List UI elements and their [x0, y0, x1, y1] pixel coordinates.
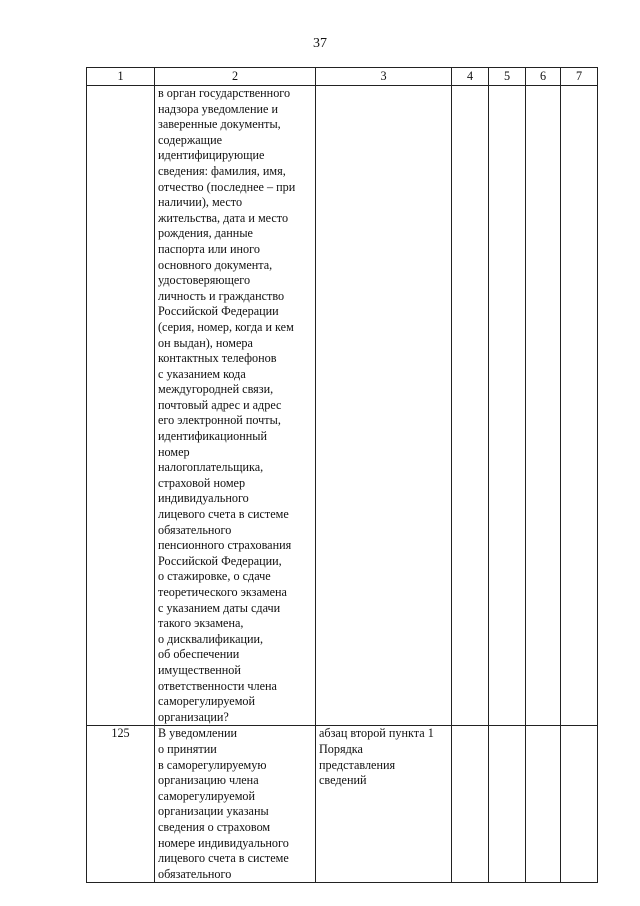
page-number: 37 — [313, 36, 327, 51]
answer-cell-4 — [452, 726, 489, 883]
row-number-cell: 125 — [87, 726, 155, 883]
row-number-cell — [87, 86, 155, 726]
table-header-row — [87, 68, 598, 86]
table-row — [87, 86, 598, 726]
answer-cell-7 — [561, 726, 598, 883]
checklist-table — [86, 67, 598, 883]
answer-cell-5 — [489, 86, 526, 726]
table-row — [87, 726, 598, 883]
answer-cell-7 — [561, 86, 598, 726]
answer-cell-6 — [526, 726, 561, 883]
answer-cell-6 — [526, 86, 561, 726]
header-col-3: 3 — [316, 68, 452, 86]
header-col-4: 4 — [452, 68, 489, 86]
reference-text: абзац второй пункта 1 Порядка представления сведений — [319, 726, 434, 788]
reference-cell — [316, 726, 452, 883]
header-col-6: 6 — [526, 68, 561, 86]
answer-cell-5 — [489, 726, 526, 883]
answer-cell-4 — [452, 86, 489, 726]
header-col-2: 2 — [155, 68, 316, 86]
header-col-7: 7 — [561, 68, 598, 86]
question-text: в орган государственного надзора уведомление и заверенные документы, содержащие идентифицирующие сведения: фамилия, имя, отчество (последнее – при наличии), место жительства, дата и место рождения, данные паспорта или иного основного документа, удостоверяющего личность и гражданство Российской Федерации (серия, номер, когда и кем он выдан), номера контактных телефонов с указанием кода междугородней связи, почтовый адрес и адрес его электронной почты, идентификационный номер налогоплательщика, страховой номер индивидуального лицевого счета в системе обязательного пенсионного страхования Российской Федерации, о стажировке, о сдаче теоретического экзамена с указанием даты сдачи такого экзамена, о дисквалификации, об обеспечении имущественной ответственности члена саморегулируемой организации? — [158, 86, 296, 724]
question-cell — [155, 86, 316, 726]
question-text: В уведомлении о принятии в саморегулируемую организацию члена саморегулируемой организации указаны сведения о страховом номере индивидуального лицевого счета в системе обязательного — [158, 726, 289, 881]
header-col-5: 5 — [489, 68, 526, 86]
header-col-1: 1 — [87, 68, 155, 86]
reference-cell — [316, 86, 452, 726]
question-cell — [155, 726, 316, 883]
